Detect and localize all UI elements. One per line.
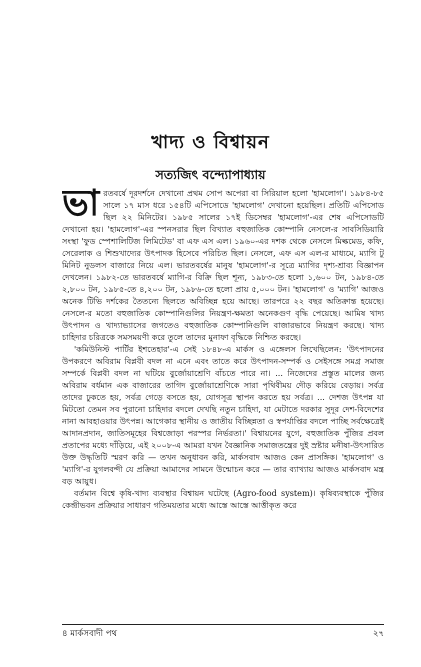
article-body [62,187,384,587]
footer-journal-name: ৪ মার্কসবাদী পথ [62,629,118,639]
page-number: ২৭ [372,629,384,639]
article-title: খাদ্য ও বিশ্বায়ন [151,132,270,153]
paragraph-2: 'কমিউনিস্ট পার্টির ইশতেহার'-এ সেই ১৮৪৮-এ মার্কস ও এঙ্গেলস লিখেছিলেন: 'উৎপাদনের উপকরণে অবিরাম বিপ্লবী বদল না এনে এবং তাতে করে উৎপাদন-সম্পর্ক ও সেইসঙ্গে সমগ্র সমাজ সম্পর্কে বিপ্লবী বদল না ঘটিয়ে বুর্জোয়াশ্রেণি বাঁচতে পারে না। ... নিজেদের প্রস্তুত মালের জন্য অবিরাম বর্ধমান এক বাজারের তাগিদ বুর্জোয়াশ্রেণিকে সারা পৃথিবীময় দৌড় করিয়ে বেড়ায়। সর্বত্র তাদের ঢুকতে হয়, সর্বত্র গেড়ে বসতে হয়, যোগসূত্র স্থাপন করতে হয় সর্বত্র। ... দেশজ উৎপন্ন যা মিটতো তেমন সব পুরানো চাহিদার বদলে দেখছি নতুন চাহিদা, যা মেটাতে দরকার সুদূর দেশ-বিদেশের নানা আবহাওয়ার উৎপন্ন। আগেকার স্থানীয় ও জাতীয় বিচ্ছিন্নতা ও স্বপর্যাপ্তির বদলে পাচ্ছি সর্বক্ষেত্রেই আদানপ্রদান, জাতিসমূহের বিশ্বজোড়া পরস্পর নির্ভরতা।' বিশ্বায়নের যুগে, বহুজাতিক পুঁজির প্রবল প্রতাপের মধ্যে দাঁড়িয়ে, এই ২০০৮-এ আমরা যখন বৈজ্ঞানিক সমাজতন্ত্রের দুই স্রষ্টার মনীষা-উৎসারিত উক্ত উদ্ধৃতিটি স্মরণ করি — তখন অনুধাবন করি, মার্কসবাদ আজও কেন প্রাসঙ্গিক। 'হামলোগ' ও 'ম্যাগি'-র যুগলবন্দী যে প্রক্রিয়া আমাদের সামনে উন্মোচন করে — তার ব্যাখ্যায় আজও মার্কসবাদ মন্ত্র বড় আয়ুধ। [62,344,384,486]
page-footer [62,624,384,639]
paragraph-1-text: রতবর্ষে দূরদর্শনে দেখানো প্রথম সোপ অপেরা বা সিরিয়াল হলো 'হামলোগ'। ১৯৮৪-৮৫ সালে ১৭ মাস ধরে ১৫৪টি এপিসোডে 'হামলোগ' দেখানো হয়েছিল। প্রতিটি এপিসোড ছিল ২২ মিনিটের। ১৯৮৫ সালের ১৭ই ডিসেম্বর 'হামলোগ'-এর শেষ এপিসোডটি দেখানো হয়। 'হামলোগ'-এর স্পনসরার ছিল বিখ্যাত বহুজাতিক কোম্পানি নেসলে-র সাবসিডিয়ারি সংস্থা 'ফুড স্পেশালিটিজ লিমিটেড' বা এফ এস এল। ১৯৬০-এর দশক থেকে নেসলে মিল্কমেড, কফি, সেরেলাক ও শিশুখাদ্যের উৎপাদক হিসেবে পরিচিত ছিল। নেসলে, এফ এস এল-র মাধ্যমে, ম্যাগি টু মিনিট নুডলস বাজারে নিয়ে এল। ভারতবর্ষের মানুষ 'হামলোগ'-র সূত্রে ম্যাগির দৃশ্য-শ্রাব্য বিজ্ঞাপন দেখলেন। ১৯৮২-তে ভারতবর্ষে ম্যাগি-র বিক্রি ছিল শূন্য, ১৯৮৩-তে হলো ১,৬০০ টন, ১৯৮৪-তে ২,৮০০ টন, ১৯৮৫-তে ৪,২০০ টন, ১৯৮৬-তে হলো প্রায় ৫,০০০ টন। 'হামলোগ' ও 'ম্যাগি' আজও অনেক টিভি দর্শকের তৈতন্যে ছিলতে অবিচ্ছিন্ন হয়ে আছে। তারপরে ২২ বছর অতিক্রান্ত হয়েছে। নেসলে-র মতো বহুজাতিক কোম্পানিগুলির নিয়ন্ত্রণ-ক্ষমতা অনেকগুণ বৃদ্ধি পেয়েছে। আমিষ খাদ্য উৎপাদন ও খাদ্যাভ্যাসের জগতেও বহুজাতিক কোম্পানিগুলি বাজারভাবে নিয়ন্ত্রণ করছে। খাদ্য চাহিদার চরিত্রকে সমসময়ণী করে তুলে তাদের মুনাফা বৃদ্ধিকে নিশ্চিত করছে। [62,188,384,342]
paragraph-1 [62,187,384,343]
article-author: সত্যজিৎ বন্দ্যোপাধ্যায় [155,167,266,182]
drop-cap: ভা [62,187,100,224]
paragraph-3: বর্তমান বিশ্বে কৃষি-খাদ্য ব্যবস্থার বিশ্বায়ন ঘটেছে (Agro-food system)। কৃষিব্যবস্থাকে পুঁজির কেন্দ্রীভবন প্রক্রিয়ার সাধারণ গতিময়তার মধ্যে আস্তে আস্তে আত্তীকৃত করে [62,488,384,510]
